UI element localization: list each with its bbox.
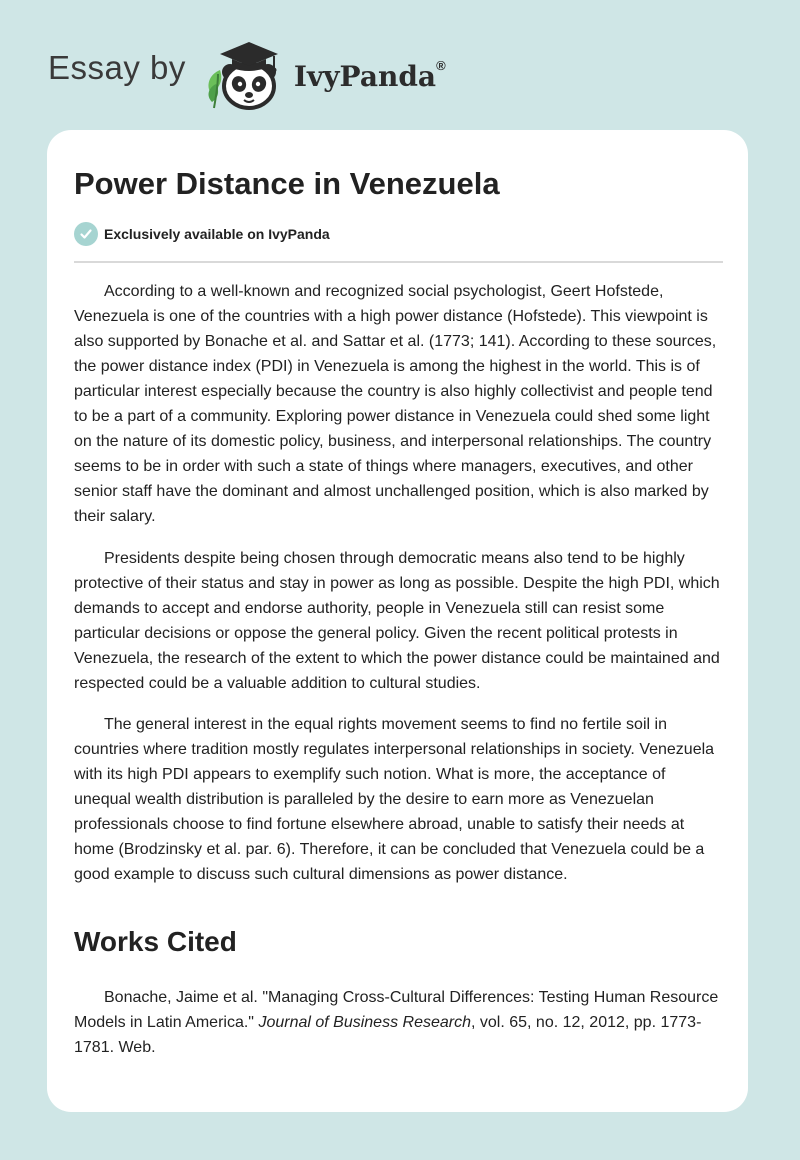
works-cited-heading: Works Cited [74, 926, 237, 957]
brand-name: IvyPanda [293, 59, 437, 93]
site-header [48, 34, 446, 114]
divider [74, 261, 723, 263]
exclusive-label: Exclusively available on IvyPanda [104, 226, 330, 242]
panda-graduation-cap-logo-icon[interactable] [200, 34, 292, 114]
page-title: Power Distance in Venezuela [74, 166, 500, 201]
paragraph: The general interest in the equal rights movement seems to find no fertile soil in countries where tradition mostly regulates interpersonal relationships in society. Venezuela with its high PDI appears to exemplify such notion. What is more, the acceptance of unequal wealth distribution is paralleled by the desire to earn more as Venezuelan professionals choose to find fortune elsewhere abroad, unable to satisfy their needs at home (Brodzinsky et al. par. 6). Therefore, it can be concluded that Venezuela could be a good example to discuss such cultural dimensions as power distance. [74, 716, 715, 883]
citation-text: Bonache, Jaime et al. "Managing Cross-Cultural Differences: Testing Human Resource Models in Latin America." [74, 989, 719, 1031]
registered-mark: ® [436, 57, 446, 73]
paragraph: Presidents despite being chosen through democratic means also tend to be highly protective of their status and stay in power as long as possible. Despite the high PDI, which demands to accept and endorse authority, people in Venezuela still can resist some particular decisions or oppose the general policy. Given the recent political protests in Venezuela, the research of the extent to which the power distance could be maintained and respected could be a valuable addition to cultural studies. [74, 550, 720, 692]
essay-card [47, 130, 748, 1112]
article-body [74, 279, 726, 887]
citation-entry [74, 985, 726, 1060]
ivypanda-brand[interactable] [293, 57, 446, 93]
exclusive-badge [74, 222, 330, 246]
citation-journal: Journal of Business Research [258, 1014, 471, 1031]
ivy-leaf-icon [208, 70, 221, 108]
check-icon [74, 222, 98, 246]
essay-by-label: Essay by [48, 49, 186, 86]
paragraph: According to a well-known and recognized social psychologist, Geert Hofstede, Venezuela is one of the countries with a high power distance (Hofstede). This viewpoint is also supported by Bonache et al. and Sattar et al. (1773; 141). According to these sources, the power distance index (PDI) in Venezuela is among the highest in the world. This is of particular interest especially because the country is also highly collectivist and people tend to be a part of a community. Exploring power distance in Venezuela could shed some light on the nature of its domestic policy, business, and interpersonal relationships. The country seems to be in order with such a state of things where managers, executives, and other senior staff have the dominant and almost unchallenged position, which is also marked by their salary. [74, 283, 717, 525]
citation-details: , vol. 65, no. 12, 2012, pp. 1773-1781. Web. [74, 1014, 702, 1056]
